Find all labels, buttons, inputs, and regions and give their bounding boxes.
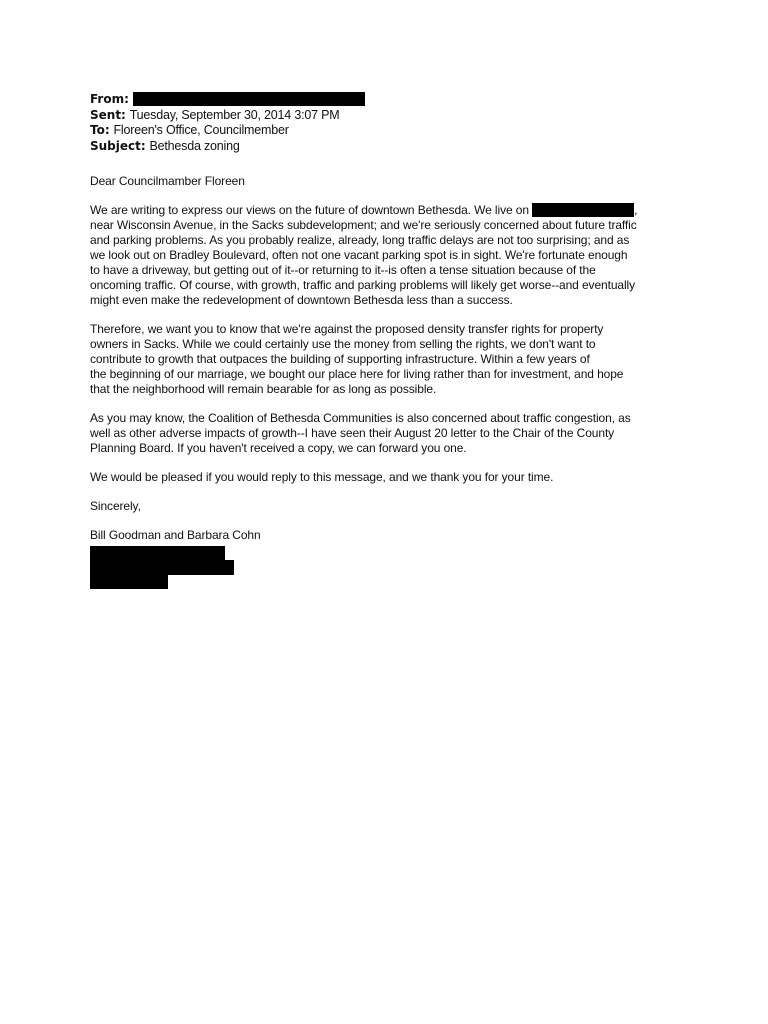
email-header — [90, 92, 690, 154]
paragraph-2 — [90, 322, 690, 397]
from-label: From: — [90, 92, 129, 106]
sent-label: Sent: — [90, 107, 126, 122]
redacted-sender-block — [133, 92, 365, 106]
redacted-contact-line-3 — [90, 574, 168, 589]
paragraph-2-line-3: contribute to growth that outpaces the building of supporting infrastructure. Within a few years of — [90, 352, 590, 366]
sent-row — [90, 108, 690, 124]
subject-label: Subject: — [90, 138, 146, 153]
paragraph-4 — [90, 470, 690, 485]
signature — [90, 528, 690, 543]
salutation — [90, 174, 690, 189]
paragraph-3 — [90, 411, 690, 456]
paragraph-3-line-3: Planning Board. If you haven't received a copy, we can forward you one. — [90, 441, 467, 455]
email-body — [90, 174, 690, 557]
paragraph-1-line-6: oncoming traffic. Of course, with growth, traffic and parking problems will likely get worse--and eventually — [90, 278, 636, 292]
signature-text: Bill Goodman and Barbara Cohn — [90, 528, 261, 542]
salutation-text: Dear Councilmamber Floreen — [90, 174, 245, 188]
paragraph-2-line-2: owners in Sacks. While we could certainly use the money from selling the rights, we don't want to — [90, 337, 596, 351]
paragraph-1-line-4: we look out on Bradley Boulevard, often not one vacant parking spot is in sight. We're fortunate enough — [90, 248, 628, 262]
paragraph-1-line-3: and parking problems. As you probably realize, already, long traffic delays are not too surprising; and as — [90, 233, 630, 247]
paragraph-4-text: We would be pleased if you would reply to this message, and we thank you for your time. — [90, 470, 554, 484]
paragraph-1-line-7: might even make the redevelopment of downtown Bethesda less than a success. — [90, 293, 513, 307]
subject-value: Bethesda zoning — [149, 138, 240, 153]
paragraph-1-line-2: near Wisconsin Avenue, in the Sacks subdevelopment; and we're seriously concerned about future traffic — [90, 218, 637, 232]
paragraph-1-line-1 — [90, 203, 690, 218]
paragraph-1-line-1-text: We are writing to express our views on the future of downtown Bethesda. We live on — [90, 203, 533, 217]
subject-row — [90, 139, 690, 155]
redacted-street-block — [532, 203, 634, 217]
paragraph-3-line-2: well as other adverse impacts of growth--I have seen their August 20 letter to the Chair of the County — [90, 426, 615, 440]
paragraph-1 — [90, 203, 690, 308]
paragraph-2-line-5: that the neighborhood will remain bearable for as long as possible. — [90, 382, 437, 396]
from-row — [90, 92, 690, 108]
to-label: To: — [90, 123, 110, 137]
redacted-contact-line-1 — [90, 546, 225, 561]
paragraph-1-comma: , — [634, 203, 638, 217]
closing — [90, 499, 690, 514]
redacted-contact-info — [90, 546, 240, 590]
paragraph-1-line-5: to have a driveway, but getting out of it--or returning to it--is often a tense situation because of the — [90, 263, 596, 277]
sent-value: Tuesday, September 30, 2014 3:07 PM — [129, 107, 340, 122]
closing-text: Sincerely, — [90, 499, 141, 513]
paragraph-2-line-4: the beginning of our marriage, we bought our place here for living rather than for investment, and hope — [90, 367, 624, 381]
paragraph-2-line-1: Therefore, we want you to know that we're against the proposed density transfer rights for property — [90, 322, 604, 336]
paragraph-3-line-1: As you may know, the Coalition of Bethesda Communities is also concerned about traffic congestion, as — [90, 411, 631, 425]
to-row — [90, 123, 690, 139]
to-value: Floreen's Office, Councilmember — [113, 123, 289, 137]
redacted-contact-line-2 — [90, 560, 234, 575]
